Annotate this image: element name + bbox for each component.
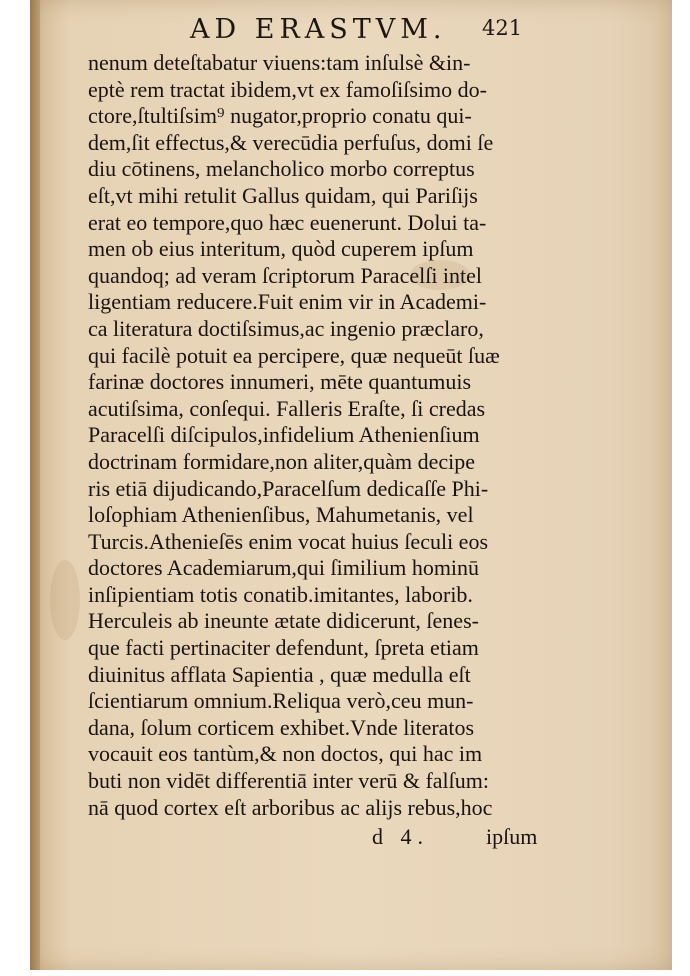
book-page [30,0,672,970]
text-line: Paracelſi diſcipulos,infidelium Athenienſium [88,422,480,448]
text-line: qui facilè potuit ea percipere, quæ nequeūt ſuæ [88,342,500,368]
text-line: nā quod cortex eſt arboribus ac alijs rebus,hoc [88,794,493,820]
text-line: quandoq; ad veram ſcriptorum Paracelſi intel [88,262,483,288]
text-line: nenum deteſtabatur viuens:tam inſulsè &in- [88,50,471,75]
text-line: inſipientiam totis conatib.imitantes, laborib. [88,581,473,607]
text-line: buti non vidēt differentiā inter verū & falſum: [88,768,489,794]
text-line: dem,ſit effectus,& verecūdia perfuſus, domi ſe [88,129,494,155]
text-line: erat eo tempore,quo hæc euenerunt. Dolui ta- [88,209,487,235]
text-line: ligentiam reducere.Fuit enim vir in Academi- [88,289,487,315]
text-line: ca literatura doctiſsimus,ac ingenio præclaro, [88,315,484,341]
signature-mark: d 4. [372,824,429,849]
text-line: eptè rem tractat ibidem,vt ex famoſiſsimo do- [88,76,487,102]
text-line: vocauit eos tantùm,& non doctos, qui hac im [88,741,483,767]
text-line: ſcientiarum omnium.Reliqua verò,ceu mun- [88,688,474,714]
text-line: farinæ doctores innumeri, mēte quantumuis [88,369,472,395]
text-line: dana, ſolum corticem exhibet.Vnde literatos [88,714,475,740]
paper-stain [50,560,80,640]
text-line: acutiſsima, conſequi. Falleris Eraſte, ſi credas [88,395,486,421]
running-head: AD ERASTVM. [190,14,447,45]
text-line: ris etiā dijudicando,Paracelſum dedicaſſe Phi- [88,475,489,501]
catchword: ipſum [486,824,538,849]
text-line: loſophiam Athenienſibus, Mahumetanis, vel [88,502,474,528]
page-footer [30,820,672,860]
text-line: Turcis.Athenieſēs enim vocat huius ſeculi eos [88,528,489,554]
text-line: diuinitus afflata Sapientia , quæ medulla eſt [88,661,471,687]
text-line: doctores Academiarum,qui ſimilium hominū [88,555,480,581]
text-line: ctore,ſtultiſsim⁹ nugator,proprio conatu qui- [88,103,472,129]
text-line: men ob eius interitum, quòd cuperem ipſum [88,236,474,262]
text-line: que facti pertinaciter defendunt, ſpreta etiam [88,635,479,661]
page-number: 421 [482,16,523,40]
text-line: diu cōtinens, melancholico morbo correptus [88,156,475,182]
text-line: Herculeis ab ineunte ætate didicerunt, ſenes- [88,608,479,634]
text-line: doctrinam formidare,non aliter,quàm decipe [88,448,476,474]
body-text [88,50,560,821]
text-line: eſt,vt mihi retulit Gallus quidam, qui Pariſijs [88,182,478,208]
